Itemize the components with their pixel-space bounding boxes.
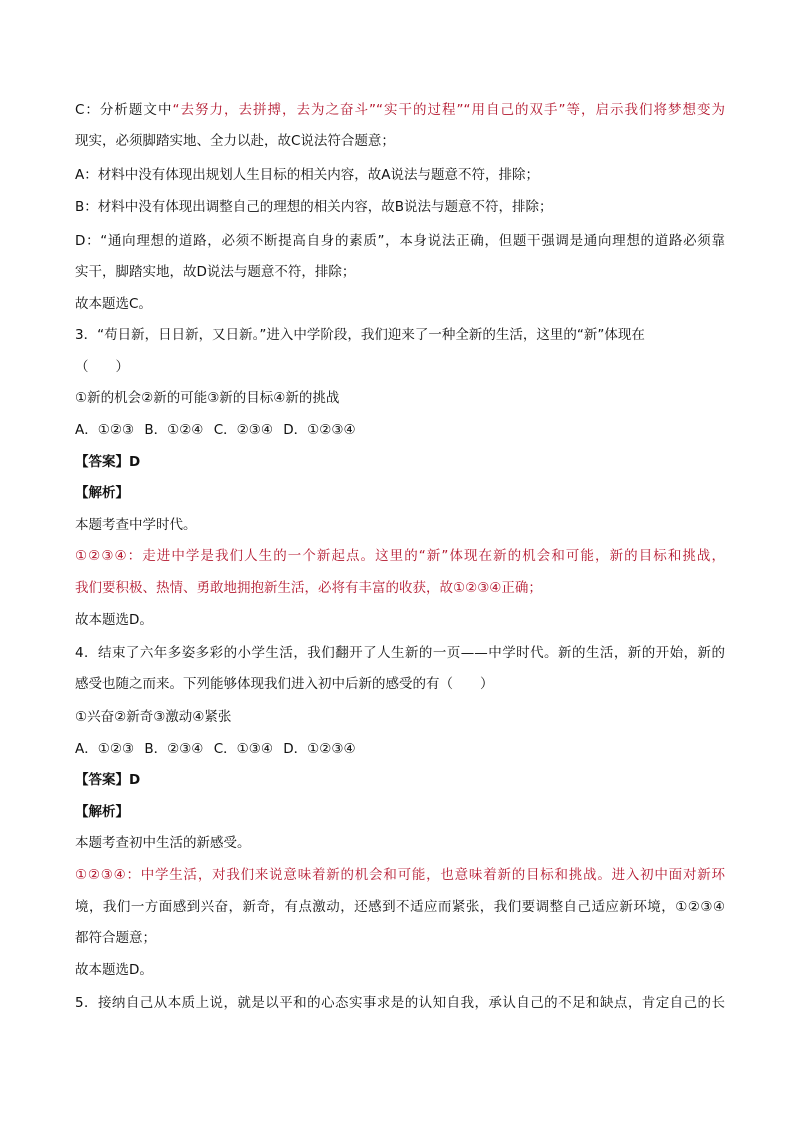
q3-stem-line-2: （ ） — [75, 359, 129, 375]
q4-option-c: C．①③④ — [213, 741, 273, 757]
q3-option-a: A．①②③ — [75, 422, 135, 438]
q4-items: ①兴奋②新奇③激动④紧张 — [75, 709, 232, 725]
q3-items: ①新的机会②新的可能③新的目标④新的挑战 — [75, 390, 340, 406]
q4-conclusion: 故本题选D。 — [75, 962, 153, 978]
q2-option-a-analysis: A：材料中没有体现出规划人生目标的相关内容，故A说法与题意不符，排除； — [75, 167, 539, 183]
q4-stem-line-1: 4．结束了六年多姿多彩的小学生活，我们翻开了人生新的一页——中学时代。新的生活，新的开始，新的 — [75, 645, 725, 661]
q4-stem-line-2: 感受也随之而来。下列能够体现我们进入初中后新的感受的有（ ） — [75, 676, 494, 692]
q4-option-b: B．②③④ — [144, 741, 204, 757]
q2-conclusion: 故本题选C。 — [75, 296, 152, 312]
q4-option-a: A．①②③ — [75, 741, 135, 757]
q4-topic: 本题考查初中生活的新感受。 — [75, 835, 251, 851]
q2-option-c-analysis-line-1 — [75, 101, 725, 119]
q3-option-c: C．②③④ — [213, 422, 273, 438]
q2-option-d-analysis-line-1: D：“通向理想的道路，必须不断提高自身的素质”，本身说法正确，但题干强调是通向理想的道路必须靠 — [75, 233, 725, 249]
q4-answer: 【答案】D — [75, 772, 141, 788]
q4-options — [75, 740, 725, 758]
q4-option-d: D．①②③④ — [283, 741, 356, 757]
q5-stem-line-1: 5．接纳自己从本质上说，就是以平和的心态实事求是的认知自我，承认自己的不足和缺点，肯定自己的长 — [75, 995, 725, 1011]
q3-analysis-label: 【解析】 — [75, 485, 129, 501]
q4-explanation-line-1: ①②③④：中学生活，对我们来说意味着新的机会和可能，也意味着新的目标和挑战。进入初中面对新环 — [75, 867, 725, 883]
q3-option-b: B．①②④ — [144, 422, 204, 438]
q3-answer: 【答案】D — [75, 454, 141, 470]
q2-option-d-analysis-line-2: 实干，脚踏实地，故D说法与题意不符，排除； — [75, 264, 356, 280]
q4-explanation-line-2: 境，我们一方面感到兴奋，新奇，有点激动，还感到不适应而紧张，我们要调整自己适应新环境，①②③④ — [75, 899, 725, 915]
q3-conclusion: 故本题选D。 — [75, 612, 153, 628]
q3-option-d: D．①②③④ — [283, 422, 356, 438]
q4-explanation-line-3: 都符合题意； — [75, 930, 156, 946]
q2-option-c-analysis-line-2: 现实，必须脚踏实地、全力以赴，故C说法符合题意； — [75, 133, 395, 149]
q2-c-prefix: C：分析题文中 — [75, 102, 173, 118]
q2-option-b-analysis: B：材料中没有体现出调整自己的理想的相关内容，故B说法与题意不符，排除； — [75, 199, 553, 215]
q4-analysis-label: 【解析】 — [75, 804, 129, 820]
q3-explanation-line-2: 我们要积极、热情、勇敢地拥抱新生活，必将有丰富的收获，故①②③④正确； — [75, 580, 542, 596]
q3-topic: 本题考查中学时代。 — [75, 517, 197, 533]
q3-stem-line-1: 3．“苟日新，日日新，又日新。”进入中学阶段，我们迎来了一种全新的生活，这里的“新”体现在 — [75, 327, 645, 343]
q2-c-quote: “去努力，去拼搏，去为之奋斗”“实干的过程”“用自己的双手”等，启示我们将梦想变为 — [172, 102, 725, 118]
q3-explanation-line-1: ①②③④：走进中学是我们人生的一个新起点。这里的“新”体现在新的机会和可能，新的目标和挑战， — [75, 548, 725, 564]
q3-options — [75, 421, 725, 439]
